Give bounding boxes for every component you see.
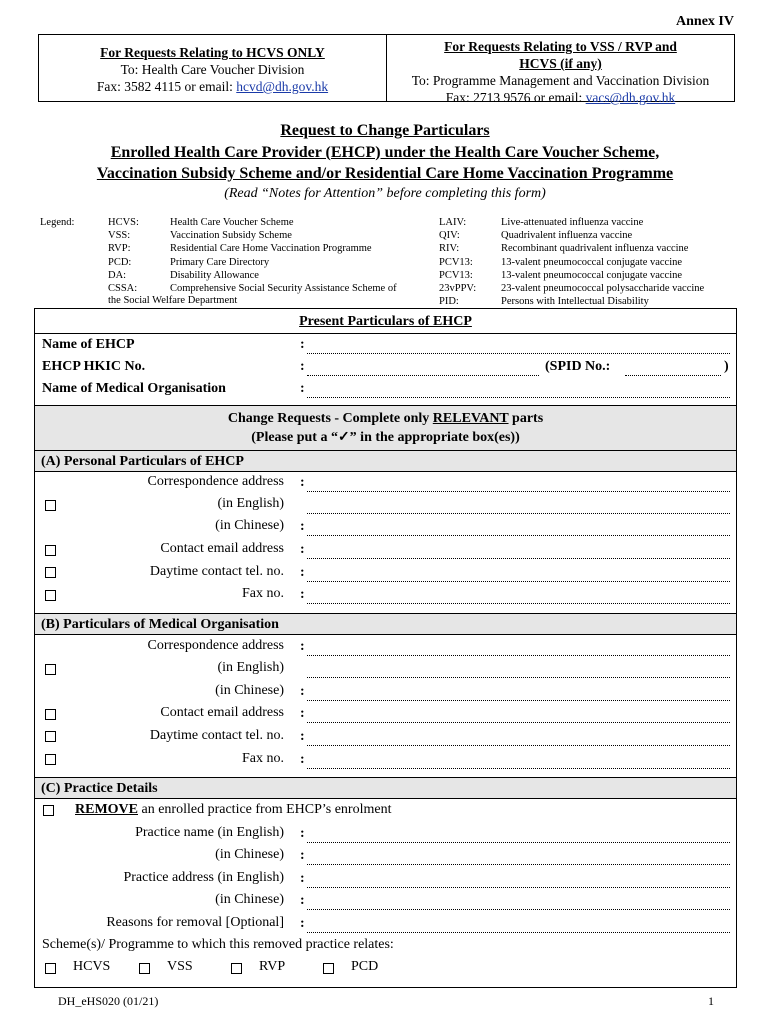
spid-label: (SPID No.: xyxy=(545,359,611,374)
contact-vss xyxy=(387,35,734,105)
paddr-chi-field[interactable] xyxy=(307,909,730,910)
a-tel-field[interactable] xyxy=(307,581,730,582)
legend-desc: Disability Allowance xyxy=(170,269,259,281)
colon: : xyxy=(300,565,305,580)
hkic-field[interactable] xyxy=(307,375,539,376)
a-addr-line1[interactable] xyxy=(307,491,730,492)
contact-hcvs-line1: To: Health Care Voucher Division xyxy=(120,62,305,77)
legend-desc: Persons with Intellectual Disability xyxy=(501,296,649,308)
scheme-pcd-checkbox[interactable] xyxy=(323,963,334,974)
a-addr-eng-field[interactable] xyxy=(307,513,730,514)
paddr-eng-label: Practice address (in English) xyxy=(123,870,284,885)
legend-abbr: PCD: xyxy=(108,256,132,268)
a-fax-field[interactable] xyxy=(307,603,730,604)
a-tel-label: Daytime contact tel. no. xyxy=(149,564,284,579)
b-addr-chi-field[interactable] xyxy=(307,700,730,701)
b-email-field[interactable] xyxy=(307,722,730,723)
legend-desc: Live-attenuated influenza vaccine xyxy=(501,217,644,228)
legend-abbr: DA: xyxy=(108,269,127,281)
legend-desc: Recombinant quadrivalent influenza vaccine xyxy=(501,243,689,255)
legend-abbr: PID: xyxy=(439,296,459,308)
colon: : xyxy=(300,337,305,352)
a-email-label: Contact email address xyxy=(160,541,284,556)
reasons-label: Reasons for removal [Optional] xyxy=(106,915,284,930)
change-text: Change Requests - Complete only xyxy=(227,411,433,426)
scheme-hcvs-label: HCVS xyxy=(73,959,111,974)
legend-right-abbr xyxy=(439,216,501,308)
contact-vss-line1: To: Programme Management and Vaccination Division xyxy=(411,73,710,88)
b-addr-line1[interactable] xyxy=(307,655,730,656)
scheme-rvp-checkbox[interactable] xyxy=(231,963,242,974)
remove-word: REMOVE xyxy=(75,802,138,817)
b-addr-checkbox[interactable] xyxy=(45,664,56,675)
scheme-vss-checkbox[interactable] xyxy=(139,963,150,974)
remove-practice-checkbox[interactable] xyxy=(43,805,54,816)
form-code: DH_eHS020 (01/21) xyxy=(58,994,159,1008)
legend-cssa-tail: the Social Welfare Department xyxy=(108,295,238,306)
pname-chi-label: (in Chinese) xyxy=(215,847,284,862)
hkic-label: EHCP HKIC No. xyxy=(42,359,146,374)
legend-desc: Comprehensive Social Security Assistance Scheme of xyxy=(170,283,397,295)
legend-abbr: RIV: xyxy=(439,243,460,255)
paddr-eng-field[interactable] xyxy=(307,887,730,888)
a-addr-label: Correspondence address xyxy=(147,474,284,489)
contact-vss-line2 xyxy=(387,89,734,106)
pname-eng-field[interactable] xyxy=(307,842,730,843)
b-tel-field[interactable] xyxy=(307,745,730,746)
legend-abbr: QIV: xyxy=(439,230,460,242)
spid-field[interactable] xyxy=(625,375,721,376)
contact-hcvs-fax: Fax: 3582 4115 or email: xyxy=(96,79,237,94)
legend-abbr: PCV13: xyxy=(439,256,473,268)
b-tel-label: Daytime contact tel. no. xyxy=(149,728,284,743)
b-email-label: Contact email address xyxy=(160,705,284,720)
hcvd-email-link[interactable]: hcvd@dh.gov.hk xyxy=(236,79,329,94)
colon: : xyxy=(300,893,305,908)
remove-desc: an enrolled practice from EHCP’s enrolment xyxy=(138,802,392,817)
colon: : xyxy=(300,826,305,841)
a-addr-checkbox[interactable] xyxy=(45,500,56,511)
b-eng-label: (in English) xyxy=(217,660,284,675)
legend-abbr: HCVS: xyxy=(108,217,139,228)
scheme-pcd-label: PCD xyxy=(351,959,379,974)
change-requests-banner xyxy=(35,405,736,451)
paddr-chi-label: (in Chinese) xyxy=(215,892,284,907)
title-line3: Vaccination Subsidy Scheme and/or Residential Care Home Vaccination Programme xyxy=(96,165,674,182)
a-tel-checkbox[interactable] xyxy=(45,567,56,578)
ehcp-name-label: Name of EHCP xyxy=(42,337,135,352)
legend-abbr: CSSA: xyxy=(108,283,138,295)
b-fax-label: Fax no. xyxy=(242,751,284,766)
legend-desc: Health Care Voucher Scheme xyxy=(170,217,294,228)
change-line1 xyxy=(35,411,736,427)
legend-abbr: LAIV: xyxy=(439,217,467,228)
a-email-checkbox[interactable] xyxy=(45,545,56,556)
a-eng-label: (in English) xyxy=(217,496,284,511)
b-fax-field[interactable] xyxy=(307,768,730,769)
colon: : xyxy=(300,519,305,534)
read-notes: (Read “Notes for Attention” before completing this form) xyxy=(224,186,546,201)
colon: : xyxy=(300,359,305,374)
relevant-word: RELEVANT xyxy=(432,411,509,426)
org-field[interactable] xyxy=(307,397,730,398)
form-body xyxy=(34,308,737,988)
section-b-heading: (B) Particulars of Medical Organisation xyxy=(35,613,736,635)
page-number: 1 xyxy=(708,994,714,1008)
change-line2: (Please put a “✓” in the appropriate box(es)) xyxy=(251,430,520,445)
colon: : xyxy=(300,729,305,744)
title-line2: Enrolled Health Care Provider (EHCP) under the Health Care Voucher Scheme, xyxy=(110,143,660,161)
legend-desc: 13-valent pneumococcal conjugate vaccine xyxy=(501,269,683,281)
legend-abbr: RVP: xyxy=(108,243,131,255)
colon: : xyxy=(300,587,305,602)
legend-abbr: VSS: xyxy=(108,230,131,242)
legend-abbr: 23vPPV: xyxy=(439,283,477,295)
legend-desc: Primary Care Directory xyxy=(170,256,270,268)
colon: : xyxy=(300,475,305,490)
contact-vss-heading2: HCVS (if any) xyxy=(519,56,602,71)
present-heading: Present Particulars of EHCP xyxy=(299,314,472,329)
schemes-label: Scheme(s)/ Programme to which this removed practice relates: xyxy=(42,937,394,952)
b-tel-checkbox[interactable] xyxy=(45,731,56,742)
vacs-email-link[interactable]: vacs@dh.gov.hk xyxy=(585,90,676,105)
colon: : xyxy=(300,542,305,557)
a-fax-label: Fax no. xyxy=(242,586,284,601)
contact-hcvs xyxy=(39,35,387,101)
colon: : xyxy=(300,752,305,767)
colon: : xyxy=(300,684,305,699)
scheme-hcvs-checkbox[interactable] xyxy=(45,963,56,974)
change-text: parts xyxy=(508,411,544,426)
ehcp-name-field[interactable] xyxy=(307,353,730,354)
b-addr-eng-field[interactable] xyxy=(307,677,730,678)
a-addr-chi-field[interactable] xyxy=(307,535,730,536)
legend-desc: Vaccination Subsidy Scheme xyxy=(170,230,292,242)
b-email-checkbox[interactable] xyxy=(45,709,56,720)
section-c-heading: (C) Practice Details xyxy=(35,777,736,799)
a-chi-label: (in Chinese) xyxy=(215,518,284,533)
colon: : xyxy=(300,706,305,721)
legend-abbr: PCV13: xyxy=(439,269,473,281)
colon: : xyxy=(300,848,305,863)
spid-close: ) xyxy=(724,359,729,374)
reasons-field[interactable] xyxy=(307,932,730,933)
title-line1: Request to Change Particulars xyxy=(280,122,490,139)
annex-label: Annex IV xyxy=(676,14,734,29)
contact-hcvs-line2 xyxy=(39,78,386,95)
pname-chi-field[interactable] xyxy=(307,864,730,865)
section-a-heading: (A) Personal Particulars of EHCP xyxy=(35,450,736,472)
form-title xyxy=(0,120,770,185)
scheme-vss-label: VSS xyxy=(167,959,193,974)
b-addr-label: Correspondence address xyxy=(147,638,284,653)
contact-vss-fax: Fax: 2713 9576 or email: xyxy=(445,90,586,105)
b-chi-label: (in Chinese) xyxy=(215,683,284,698)
colon: : xyxy=(300,639,305,654)
colon: : xyxy=(300,871,305,886)
b-fax-checkbox[interactable] xyxy=(45,754,56,765)
pname-eng-label: Practice name (in English) xyxy=(135,825,284,840)
org-label: Name of Medical Organisation xyxy=(42,381,226,396)
contact-box xyxy=(38,34,735,105)
legend-label: Legend: xyxy=(40,217,75,228)
a-fax-checkbox[interactable] xyxy=(45,590,56,601)
legend-desc: Residential Care Home Vaccination Programme xyxy=(170,243,372,255)
remove-practice-text xyxy=(75,802,391,818)
legend-desc: Quadrivalent influenza vaccine xyxy=(501,230,633,242)
scheme-rvp-label: RVP xyxy=(259,959,286,974)
legend-desc: 13-valent pneumococcal conjugate vaccine xyxy=(501,256,683,268)
legend-right-desc xyxy=(501,216,735,308)
a-email-field[interactable] xyxy=(307,558,730,559)
contact-hcvs-heading: For Requests Relating to HCVS ONLY xyxy=(100,45,325,60)
contact-vss-heading1: For Requests Relating to VSS / RVP and xyxy=(444,39,677,54)
colon: : xyxy=(300,381,305,396)
colon: : xyxy=(300,916,305,931)
legend-desc: 23-valent pneumococcal polysaccharide vaccine xyxy=(501,283,705,295)
